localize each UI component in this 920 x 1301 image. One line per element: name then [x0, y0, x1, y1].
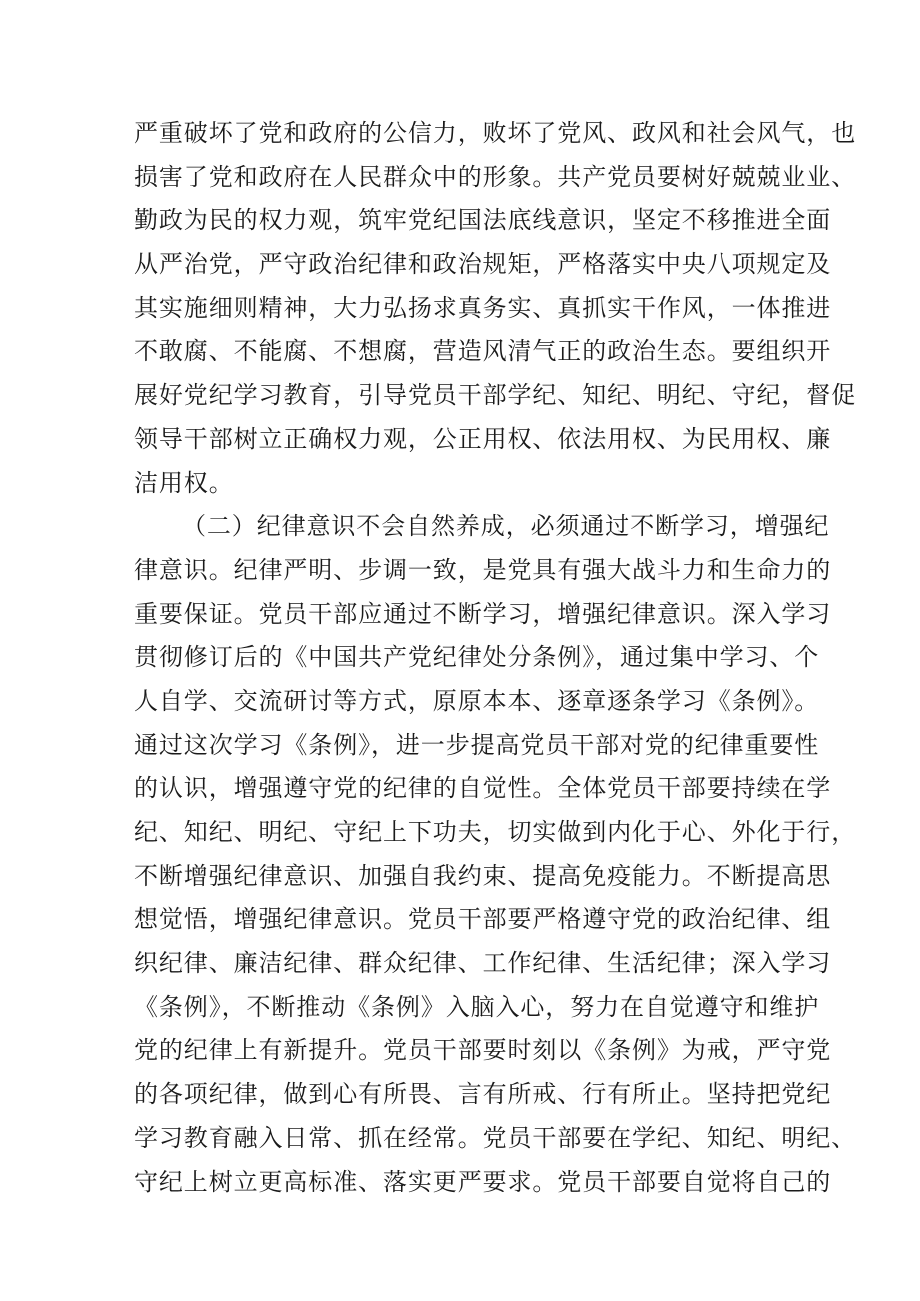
paragraph-line: 通过这次学习《条例》，进一步提高党员干部对党的纪律重要性 [134, 730, 820, 759]
paragraph-line: 从严治党，严守政治纪律和政治规矩，严格落实中央八项规定及 [134, 250, 832, 279]
paragraph-line: 的认识，增强遵守党的纪律的自觉性。全体党员干部要持续在学 [134, 774, 832, 803]
paragraph-line: 不敢腐、不能腐、不想腐，营造风清气正的政治生态。要组织开 [134, 337, 832, 366]
paragraph-line: 的各项纪律，做到心有所畏、言有所戒、行有所止。坚持把党纪 [134, 1080, 832, 1109]
paragraph-line: 《条例》，不断推动《条例》入脑入心，努力在自觉遵守和维护 [134, 992, 820, 1021]
paragraph-line: 重要保证。党员干部应通过不断学习，增强纪律意识。深入学习 [134, 599, 832, 628]
paragraph-line: 人自学、交流研讨等方式，原原本本、逐章逐条学习《条例》。 [134, 686, 820, 715]
paragraph-line: 展好党纪学习教育，引导党员干部学纪、知纪、明纪、守纪，督促 [134, 381, 857, 410]
paragraph-line: 织纪律、廉洁纪律、群众纪律、工作纪律、生活纪律；深入学习 [134, 949, 832, 978]
paragraph-line: 党的纪律上有新提升。党员干部要时刻以《条例》为戒，严守党 [134, 1036, 832, 1065]
document-body [134, 112, 857, 1204]
paragraph-line: 纪、知纪、明纪、守纪上下功夫，切实做到内化于心、外化于行， [134, 818, 857, 846]
paragraph-line: 领导干部树立正确权力观，公正用权、依法用权、为民用权、廉 [134, 424, 832, 453]
paragraph-line: 其实施细则精神，大力弘扬求真务实、真抓实干作风，一体推进 [134, 293, 832, 322]
paragraph-line: 损害了党和政府在人民群众中的形象。共产党员要树好兢兢业业、 [134, 162, 857, 191]
paragraph-line: 学习教育融入日常、抓在经常。党员干部要在学纪、知纪、明纪、 [134, 1123, 857, 1152]
paragraph-line: 勤政为民的权力观，筑牢党纪国法底线意识，坚定不移推进全面 [134, 206, 832, 235]
paragraph-line: 律意识。纪律严明、步调一致，是党具有强大战斗力和生命力的 [134, 555, 832, 584]
paragraph-line: 洁用权。 [134, 468, 234, 497]
paragraph-line: 不断增强纪律意识、加强自我约束、提高免疫能力。不断提高思 [134, 861, 832, 890]
section-heading-line: （二）纪律意识不会自然养成，必须通过不断学习，增强纪 [182, 512, 830, 541]
paragraph-line: 守纪上树立更高标准、落实更严要求。党员干部要自觉将自己的 [134, 1167, 832, 1196]
paragraph-line: 严重破坏了党和政府的公信力，败坏了党风、政风和社会风气，也 [134, 119, 857, 147]
paragraph-line: 想觉悟，增强纪律意识。党员干部要严格遵守党的政治纪律、组 [134, 905, 832, 934]
paragraph-line: 贯彻修订后的《中国共产党纪律处分条例》，通过集中学习、个 [134, 643, 820, 672]
